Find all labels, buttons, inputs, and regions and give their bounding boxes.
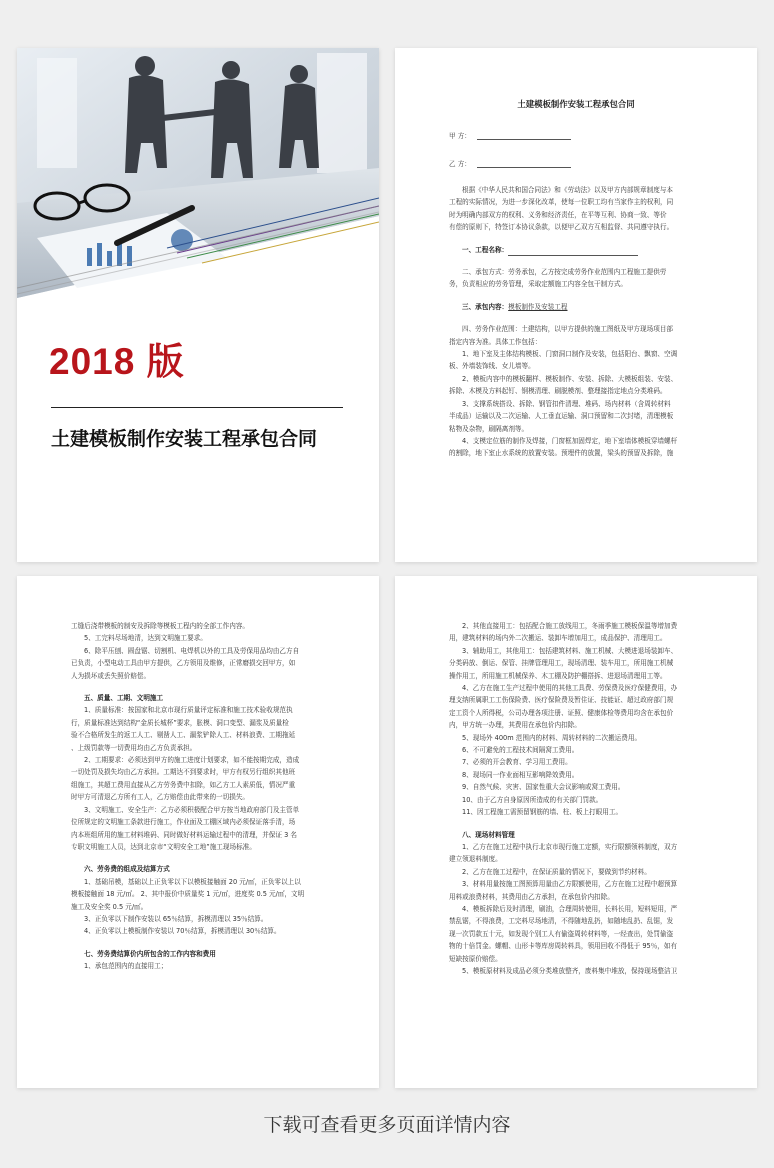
section-heading: 七、劳务费结算价内所包含的工作内容和费用 <box>84 949 216 958</box>
section-heading: 六、劳务费的组成及结算方式 <box>84 865 170 874</box>
body-line: 4、正负零以上模板制作安装以 70％结算，拆模清理以 30％结算。 <box>84 927 281 936</box>
contract-body-1 <box>449 184 705 460</box>
body-line: 4、模板拆除后及时清理，刷油，合理周转使用，长料长用，短料短用，严 <box>462 904 678 913</box>
body-line: 组施工，其超工费用直接从乙方劳务费中扣除，如乙方工人素质低，情况严重 <box>71 780 296 789</box>
body-line: 施工及安全奖 0.5 元/㎡。 <box>71 902 148 911</box>
contract-page-2 <box>17 576 379 1088</box>
section-heading: 八、现场材料管理 <box>462 830 515 839</box>
scope-line: 四、劳务作业范围：土建结构，以甲方提供的施工图纸及甲方现场项目部 <box>462 325 673 334</box>
body-line: 定工资个人所得税，公司办理各项注册、证照、健康体检等费用均含在承包价 <box>449 708 674 717</box>
paragraph-gap <box>71 938 327 948</box>
body-line: 行，质量标准达到结构“金质长城杯”要求，胀模、洞口变型、漏浆及质量检 <box>71 718 289 727</box>
body-line: 建立领退料制度。 <box>449 855 502 864</box>
intro-line: 时为明确内部双方的权利、义务和经济责任，在平等互利、协商一致、等价 <box>449 210 667 219</box>
body-line: 4、乙方在施工生产过程中使用的其他工具费、劳保费及医疗保健费用，办 <box>462 684 678 693</box>
section-contract-mode: 二、承包方式：劳务承包，乙方按完成劳务作业范围内工程施工提供劳 <box>462 268 667 277</box>
body-line: 分类码放、倒运、保管、挂牌管理用工，现场清理、装车用工，所用施工机械 <box>449 659 674 668</box>
body-line: 6、不可避免的工程技术间隔窝工费用。 <box>462 746 579 755</box>
contract-body-2 <box>71 620 327 973</box>
scope-line: 2、模板内容中的模板翻样、模板制作、安装、拆除、大模板组装、安装、 <box>462 374 678 383</box>
body-line: 1、乙方在施工过程中执行北京市现行施工定额，实行限额领料制度，双方 <box>462 842 678 851</box>
section-contract-content <box>449 301 705 313</box>
paragraph-gap <box>71 853 327 863</box>
contract-title: 土建模板制作安装工程承包合同 <box>517 99 635 109</box>
body-line: 模板接触面 18 元/㎡。 2、其中报价中质量奖 1 元/㎡，进度奖 0.5 元/㎡，文明 <box>71 890 305 899</box>
body-line: 5、现场外 400m 范围内的材料、周转材料的二次搬运费用。 <box>462 733 642 742</box>
party-a-blank <box>477 132 571 140</box>
body-line: 9、自然气候、灾害、国家性重大会议影响或窝工费用。 <box>462 783 625 792</box>
body-line: 物的十倍罚金。螺帽、山形卡等库房周转料具，领用回收不得低于 95％，如有 <box>449 942 678 951</box>
body-line: 2、其他直接用工：包括配合施工放线用工，冬雨季施工模板保温等增加费 <box>462 622 678 630</box>
scope-line: 拆除、木模及方料起钉、钢模清理、刷脱模剂、整理接指定地点分类堆码。 <box>449 387 667 396</box>
project-name-blank <box>508 248 638 256</box>
body-line: 2、工期要求：必须达到甲方的施工进度计划要求，如不能按期完成，造成 <box>84 756 300 765</box>
body-line: 操作用工，所用施工机械保养、木工棚及防护棚搭拆、进退场清理用工等。 <box>449 671 667 680</box>
paragraph-gap <box>449 819 705 829</box>
body-line: 1、质量标准：按国家和北京市现行质量评定标准和施工技术验收规范执 <box>84 706 293 715</box>
project-name-label: 一、工程名称： <box>462 245 509 254</box>
body-line: 6、除平压刨、圆盘锯、切割机、电焊机以外的工具及劳保用品均由乙方自 <box>84 646 300 655</box>
body-line: 现一次罚款五十元，如发现个别工人有偷盗周转材料等，一经查出，处罚偷盗 <box>449 929 674 938</box>
body-line: 3、辅助用工，其他用工：包括建筑材料、施工机械、大模进退场装卸车、 <box>462 646 678 655</box>
body-line: 工缝后浇带模板的制安及拆除等模板工程内的全部工作内容。 <box>71 622 250 630</box>
body-line: 内本班组所用的施工材料堆码、同时做好材料运输过程中的清理，并保证 3 名 <box>71 830 297 839</box>
scope-line: 3、支撑系统搭设、拆除、钢管扣件清理、堆码、场内材料（含周转材料 <box>462 399 671 408</box>
scope-line: 4、支模定位筋的制作及焊接，门窗框加固焊定，地下室墙体模板穿墙螺杆 <box>462 436 678 445</box>
download-more-prompt: 下载可查看更多页面详情内容 <box>263 1114 511 1136</box>
body-line: 理支纳所属职工工伤保险费、医疗保险费及暂住证、技能证、超过政府部门规 <box>449 696 674 705</box>
body-line: 内，甲方统一办理，其费用在承包价内扣除。 <box>449 721 581 730</box>
body-line: 7、必须的开会教育、学习用工费用。 <box>462 758 572 767</box>
scope-line: 粘物及杂物，刷隔离剂等。 <box>449 424 529 433</box>
body-line: 用，建筑材料的场内外二次搬运、装卸车增加用工，成品保护、清理用工。 <box>449 634 667 643</box>
body-line: 2、乙方在施工过程中，在保证质量的情况下，要做到节约材料。 <box>462 867 651 876</box>
party-b-label: 乙 方： <box>449 160 471 168</box>
body-line: 1、基础吊模，基础以上正负零以下以模板接触面 20 元/㎡，正负零以上以 <box>84 877 301 886</box>
body-line: 用料或浪费材料，其费用由乙方承担，在承包价内扣除。 <box>449 892 614 901</box>
body-line: 3、文明施工、安全生产：乙方必须积极配合甲方按当地政府部门及主管单 <box>84 805 300 814</box>
body-line: 5、工完料尽场地清，达到文明施工要求。 <box>84 634 207 643</box>
section-project-name <box>449 244 705 256</box>
party-b-blank <box>477 160 571 168</box>
contract-page-1 <box>395 48 757 562</box>
body-line: 验不合格所发生的返工人工、剔凿人工、漏浆铲除人工、材料浪费、工期拖延 <box>71 731 296 740</box>
body-line: 一切处罚及损失均由乙方承担。工期达不到要求时，甲方有权另行组织其他班 <box>71 768 296 777</box>
scope-line: 的割除，地下室止水系统的放置安装。预埋件的放置，梁头的预留及拆除，施 <box>449 449 674 458</box>
body-line: 8、现场同一作业面相互影响降效费用。 <box>462 770 579 779</box>
intro-line: 根据《中华人民共和国合同法》和《劳动法》以及甲方内部规章制度与本 <box>462 186 673 194</box>
body-line: 3、正负零以下制作安装以 65％结算，拆模清理以 35％结算。 <box>84 914 268 923</box>
scope-line: 板、外墙装饰线、女儿墙等。 <box>449 362 535 371</box>
body-line: 时甲方可清退乙方所有工人，乙方赔偿由此带来的一切损失。 <box>71 793 250 802</box>
scope-line: 1、地下室及主体结构模板、门窗洞口制作及安装，包括阳台、飘窗、空调 <box>462 350 678 359</box>
cover-business-photo <box>17 48 379 298</box>
contract-body-3 <box>449 620 705 977</box>
body-line: 5、模板原材料及成品必须分类堆放整齐，废料集中堆放，保持现场整洁卫 <box>462 966 678 975</box>
party-a-label: 甲 方： <box>449 132 471 140</box>
body-line: 、上级罚款等一切费用均由乙方负责承担。 <box>71 743 197 752</box>
party-b <box>449 158 571 168</box>
body-line: 已负责，小型电动工具由甲方提供，乙方领用及维修，正常磨损交回甲方，如 <box>71 659 296 668</box>
body-line: 11、因工程施工需预留钢筋的墙、柱、板上打眼用工。 <box>462 808 623 817</box>
scope-line: 半成品）运输以及二次运输、人工垂直运输、洞口预留和二次封堵，清理模板 <box>449 412 674 421</box>
body-line: 10、由于乙方自身原因所造成的有关部门罚款。 <box>462 795 603 804</box>
contract-page-3 <box>395 576 757 1088</box>
intro-line: 有偿的原则下，特签订本协议条款，以便甲乙双方互相监督、共同遵守执行。 <box>449 223 674 232</box>
contract-content-value: 模板制作及安装工程 <box>508 302 568 311</box>
cover-divider <box>51 407 343 408</box>
contract-content-label: 三、承包内容： <box>462 302 509 311</box>
intro-line: 工程的实际情况，为进一步深化改革，使每一位职工均有当家作主的权利，同 <box>449 198 674 207</box>
body-line: 专职文明施工人员，达到北京市“文明安全工地”施工现场标准。 <box>71 842 256 851</box>
cover-year: 2018 版 <box>49 341 185 382</box>
cover-page <box>17 48 379 562</box>
body-line: 位所规定的文明施工条款进行施工，作业面及工棚区域内必须保证落手清，场 <box>71 818 296 827</box>
paragraph-gap <box>71 682 327 692</box>
body-line: 人为损坏或丢失照价赔偿。 <box>71 671 151 680</box>
section-heading: 五、质量、工期、文明施工 <box>84 694 164 703</box>
party-a <box>449 130 571 140</box>
body-line: 1、承包范围内的直接用工； <box>84 962 168 971</box>
body-line: 禁乱锯，不得浪费，工完料尽场地清，不得随地乱扔，如随地乱扔、乱锯，发 <box>449 917 674 926</box>
scope-line: 指定内容为准。具体工作包括： <box>449 337 542 346</box>
section-contract-mode-cont: 务，负责相应的劳务管理，采取定额施工内容全包干制方式。 <box>449 280 628 289</box>
body-line: 短缺按原价赔偿。 <box>449 954 502 963</box>
cover-title: 土建模板制作安装工程承包合同 <box>51 428 318 450</box>
body-line: 3、材料用量按施工图预算用量由乙方限额使用，乙方在施工过程中超预算 <box>462 880 678 889</box>
